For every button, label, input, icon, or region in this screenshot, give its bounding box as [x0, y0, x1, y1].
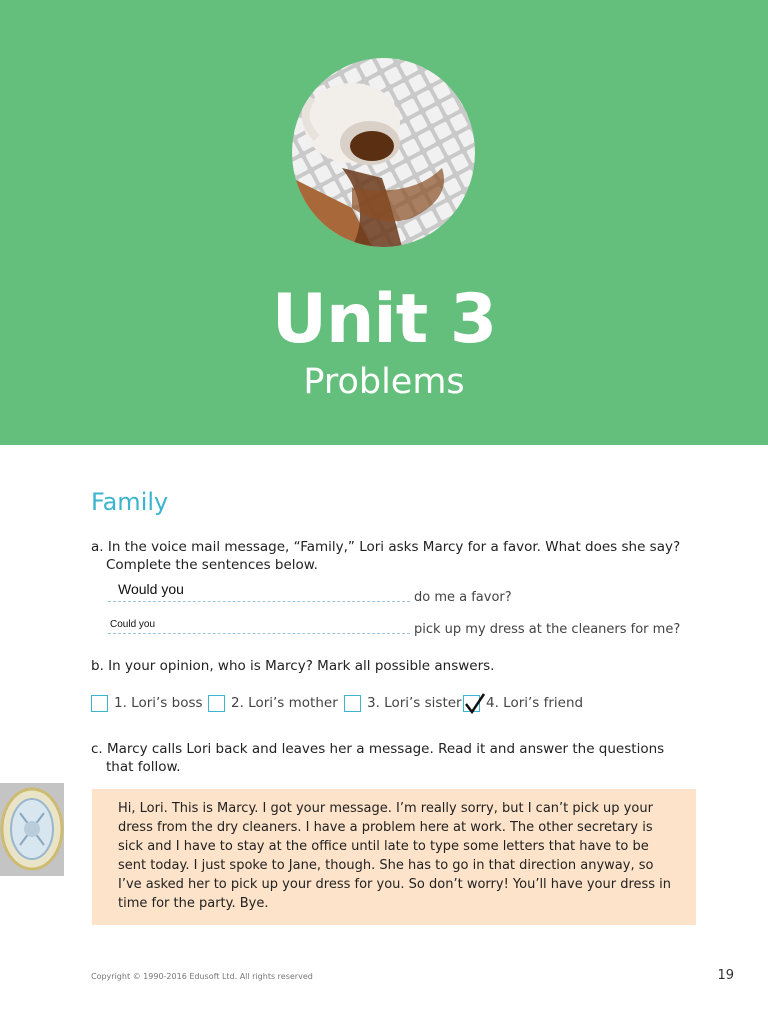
coffee-spill-photo [292, 58, 475, 247]
answer-field-2[interactable] [108, 633, 410, 634]
option-4-label: 4. Lori’s friend [486, 695, 584, 711]
option-3-label: 3. Lori’s sister [367, 695, 462, 711]
question-a [91, 538, 691, 574]
sentence-end-2: pick up my dress at the cleaners for me? [414, 622, 681, 637]
copyright-text: Copyright © 1990-2016 Edusoft Ltd. All rights reserved [91, 972, 313, 981]
unit-subtitle: Problems [303, 362, 465, 402]
option-4-checkbox[interactable] [463, 695, 480, 712]
page-number: 19 [717, 968, 734, 983]
option-3[interactable] [344, 692, 462, 714]
unit-title: Unit 3 [271, 280, 497, 359]
option-2[interactable] [208, 692, 338, 714]
blank-row-1 [108, 581, 708, 609]
sentence-end-1: do me a favor? [414, 590, 512, 605]
option-1-checkbox[interactable] [91, 695, 108, 712]
answer-text-1: Would you [118, 581, 184, 597]
checkmark-icon [464, 693, 486, 715]
answer-field-1[interactable] [108, 601, 410, 602]
question-a-line1: a. In the voice mail message, “Family,” Lori asks Marcy for a favor. What does she say? [91, 539, 681, 555]
question-c-line2: that follow. [106, 759, 181, 775]
question-b: b. In your opinion, who is Marcy? Mark all possible answers. [91, 658, 495, 674]
voice-message-box: Hi, Lori. This is Marcy. I got your message. I’m really sorry, but I can’t pick up your dress from the dry cleaners. I have a problem here at work. The other secretary is sick and I have to stay at the office until late to type some letters that have to be sent today. I just spoke to Jane, though. She has to go in that direction anyway, so I’ve asked her to pick up your dress for you. So don’t worry! You’ll have your dress in time for the party. Bye. [92, 789, 696, 925]
question-c [91, 740, 691, 776]
option-4[interactable] [463, 692, 583, 714]
blank-row-2 [108, 619, 708, 641]
section-title: Family [91, 488, 169, 516]
option-2-checkbox[interactable] [208, 695, 225, 712]
option-3-checkbox[interactable] [344, 695, 361, 712]
unit-header [0, 0, 768, 445]
option-2-label: 2. Lori’s mother [231, 695, 338, 711]
answer-options [91, 692, 711, 714]
option-1-label: 1. Lori’s boss [114, 695, 203, 711]
question-c-line1: c. Marcy calls Lori back and leaves her a message. Read it and answer the questions [91, 741, 665, 757]
school-seal-icon [0, 783, 64, 876]
option-1[interactable] [91, 692, 203, 714]
question-a-line2: Complete the sentences below. [106, 557, 318, 573]
answer-text-2: Could you [110, 619, 156, 630]
